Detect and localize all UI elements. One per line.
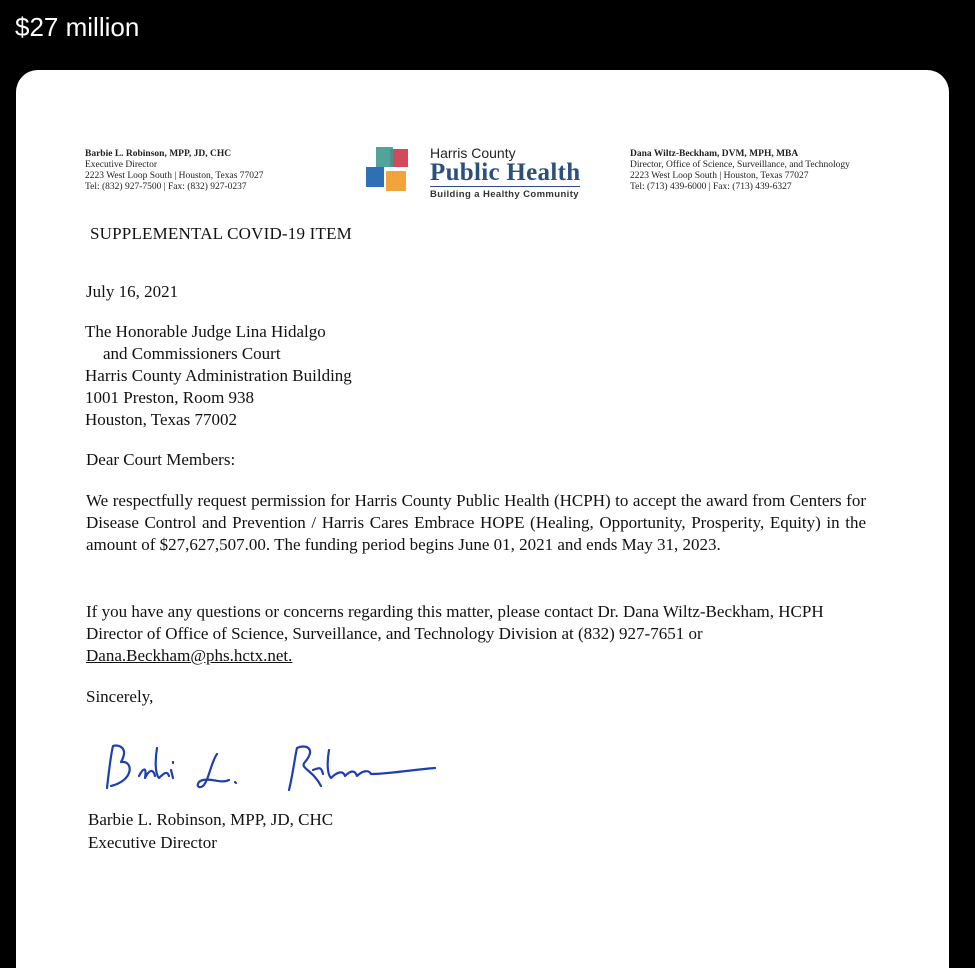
handwritten-signature bbox=[99, 740, 439, 800]
public-health-logo bbox=[364, 145, 614, 201]
header-left-name: Barbie L. Robinson, MPP, JD, CHC bbox=[85, 149, 232, 159]
header-right-title: Director, Office of Science, Surveillance, and Technology bbox=[630, 160, 850, 170]
header-left-phone: Tel: (832) 927-7500 | Fax: (832) 927-0237 bbox=[85, 182, 247, 192]
header-left-title: Executive Director bbox=[85, 160, 158, 170]
header-right-phone: Tel: (713) 439-6000 | Fax: (713) 439-6327 bbox=[630, 182, 792, 192]
recipient-line: Harris County Administration Building bbox=[85, 366, 352, 385]
post-text: $27 million bbox=[15, 12, 140, 42]
header-left-address: 2223 West Loop South | Houston, Texas 77027 bbox=[85, 171, 264, 181]
letter-subject: SUPPLEMENTAL COVID-19 ITEM bbox=[90, 224, 352, 243]
recipient-line: and Commissioners Court bbox=[103, 344, 281, 363]
logo-squares-icon bbox=[364, 147, 416, 199]
logo-tagline: Building a Healthy Community bbox=[430, 189, 579, 200]
header-right-address: 2223 West Loop South | Houston, Texas 77027 bbox=[630, 171, 809, 181]
letter-image[interactable] bbox=[16, 70, 949, 968]
letter-paragraph-contact bbox=[86, 601, 846, 667]
header-right-name: Dana Wiltz-Beckham, DVM, MPH, MBA bbox=[630, 149, 799, 159]
letter-date: July 16, 2021 bbox=[86, 282, 179, 301]
logo-name: Public Health bbox=[430, 159, 581, 186]
recipient-line: 1001 Preston, Room 938 bbox=[85, 388, 255, 407]
signer-name: Barbie L. Robinson, MPP, JD, CHC bbox=[88, 810, 334, 829]
letter-salutation: Dear Court Members: bbox=[86, 450, 236, 469]
recipient-address bbox=[85, 321, 352, 431]
letter-closing: Sincerely, bbox=[86, 687, 154, 706]
contact-text: If you have any questions or concerns regarding this matter, please contact Dr. Dana Wiltz-Beckham, HCPH Director of Office of Science, Surveillance, and Technology Division at (832) 927-7651 or bbox=[86, 602, 824, 643]
header-right-contact bbox=[630, 149, 850, 193]
signer-title: Executive Director bbox=[88, 833, 217, 852]
header-left-contact bbox=[85, 149, 264, 193]
contact-email-link[interactable]: Dana.Beckham@phs.hctx.net. bbox=[86, 646, 293, 665]
recipient-line: Houston, Texas 77002 bbox=[85, 410, 237, 429]
recipient-line: The Honorable Judge Lina Hidalgo bbox=[85, 322, 326, 341]
letter-paragraph-request: We respectfully request permission for Harris County Public Health (HCPH) to accept the award from Centers for Disease Control and Prevention / Harris Cares Embrace HOPE (Healing, Opportunity, Prosperity, Equity) in the amount of $27,627,507.00. The funding period begins June 01, 2021 and ends May 31, 2023. bbox=[86, 491, 866, 554]
logo-county: Harris County bbox=[430, 145, 516, 161]
